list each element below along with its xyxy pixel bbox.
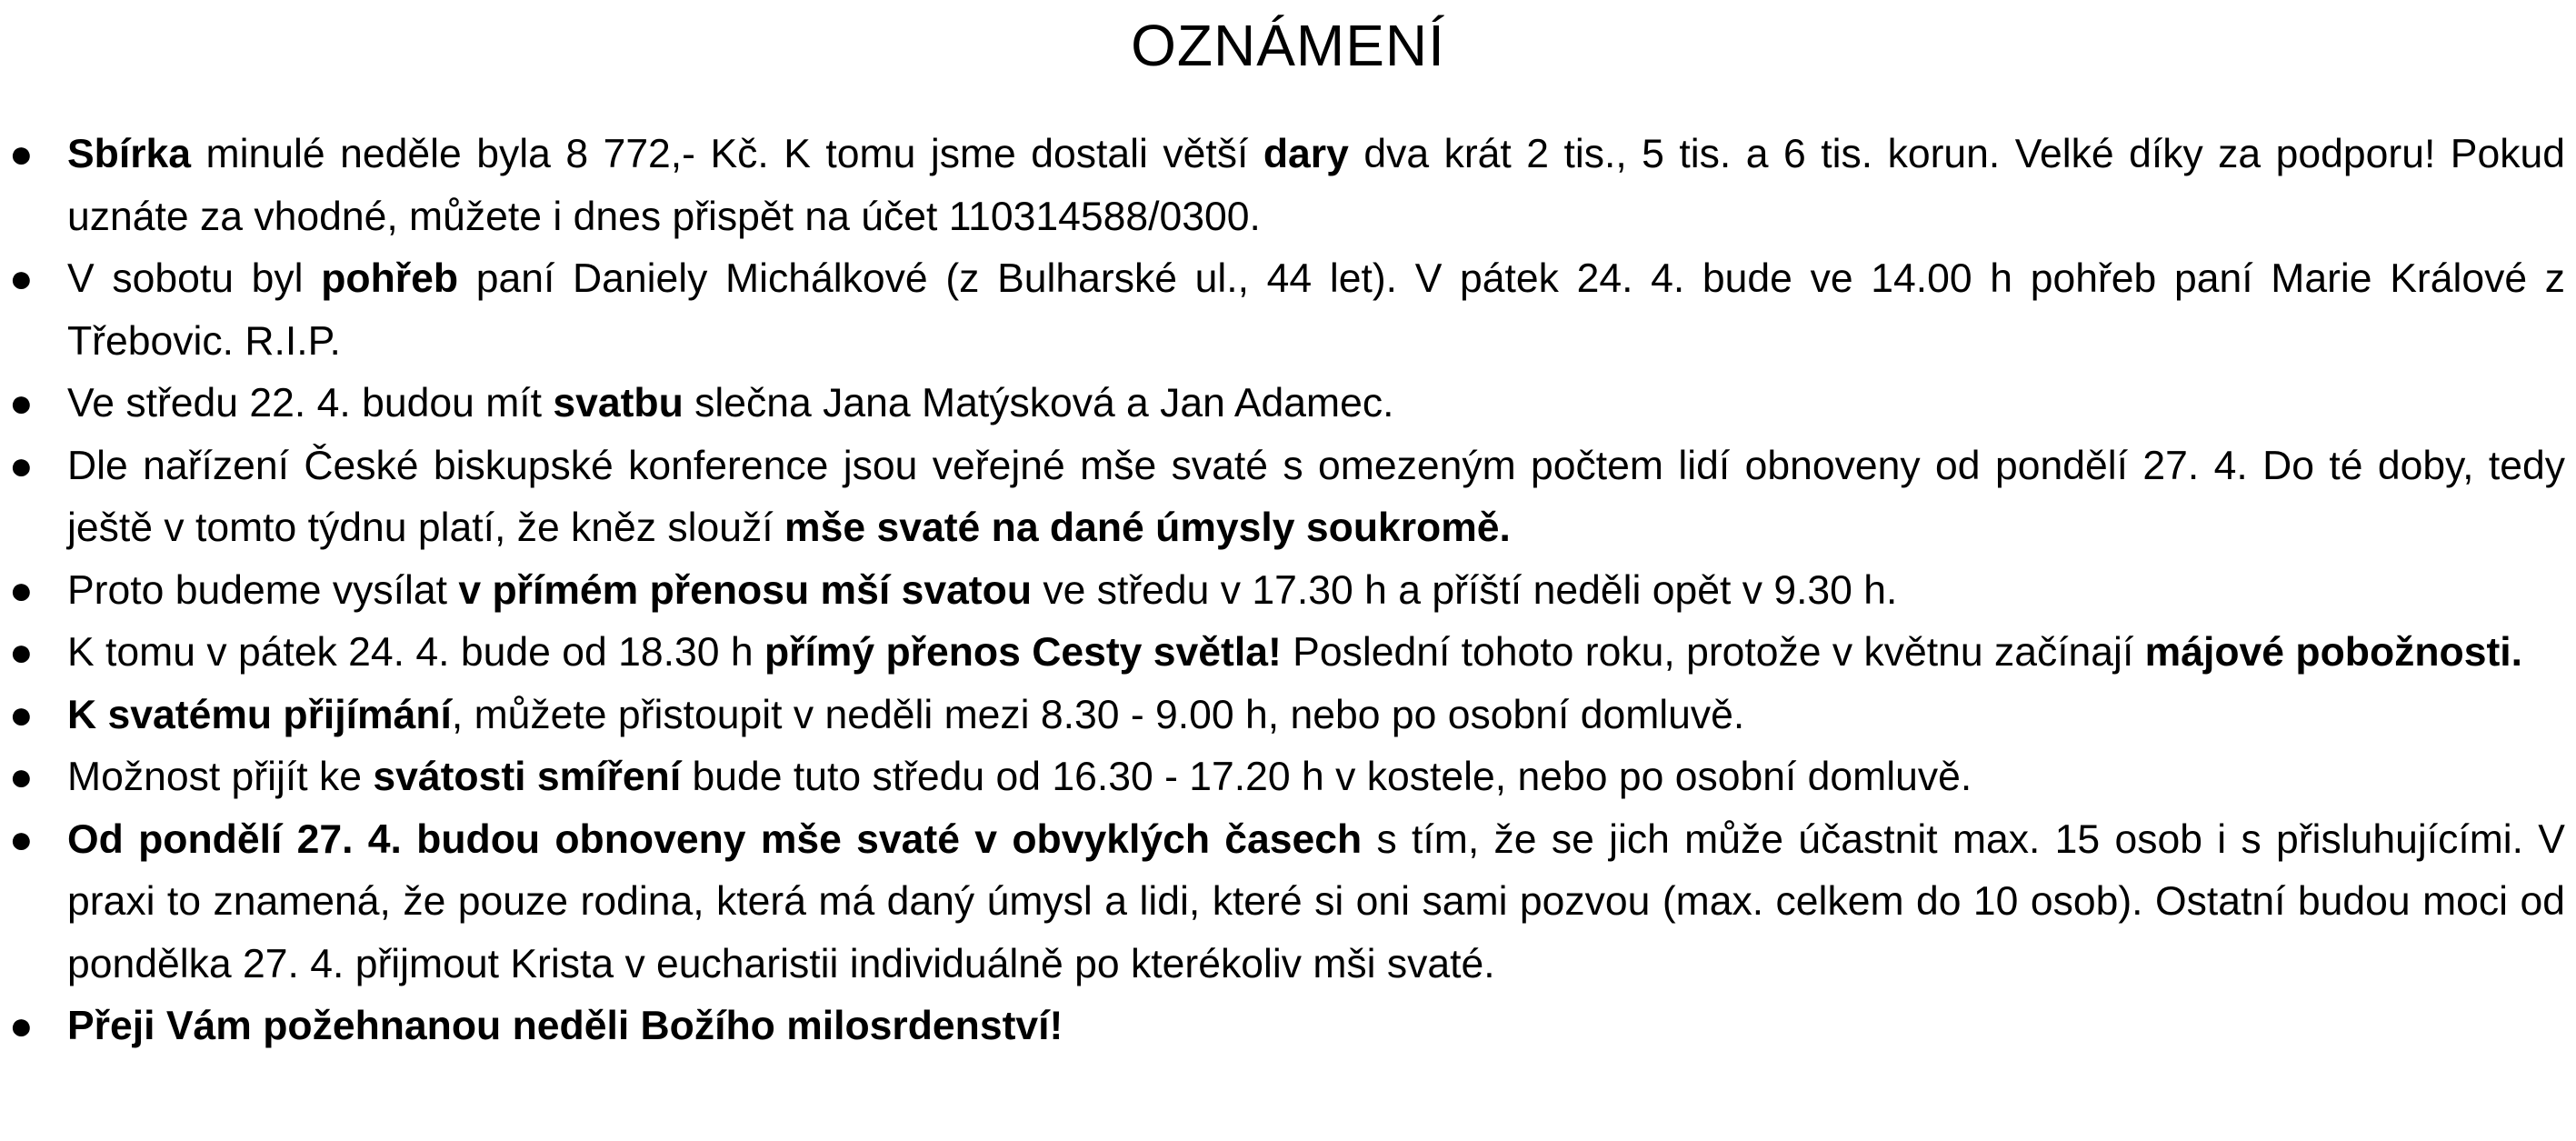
item-text: Dle nařízení České biskupské konference jsou veřejné mše svaté s omezeným počtem lidí obnoveny od pondělí 27. 4. Do té doby, tedy ještě v tomto týdnu platí, že kněz slouží — [67, 443, 2565, 550]
bullet-icon: ● — [9, 1004, 34, 1048]
bold-text: Sbírka — [67, 132, 192, 176]
bold-text: mše svaté na dané úmysly soukromě. — [784, 505, 1511, 550]
item-text: slečna Jana Matýsková a Jan Adamec. — [683, 381, 1394, 425]
announcement-list — [0, 124, 2576, 1058]
item-text: dva krát 2 tis., 5 tis. a 6 tis. korun. Velké díky za podporu! Pokud uznáte za vhodné, můžete i dnes přispět na účet 110314588/0300. — [67, 132, 2565, 239]
bold-text: přímý přenos Cesty světla! — [764, 630, 1282, 675]
list-item — [0, 746, 2576, 809]
bold-text: pohřeb — [321, 256, 459, 301]
bold-text: májové pobožnosti. — [2144, 630, 2523, 675]
bullet-icon: ● — [9, 443, 34, 488]
bold-text: svatbu — [553, 381, 684, 425]
bold-text: K svatému přijímání — [67, 692, 452, 737]
list-item — [0, 435, 2576, 560]
list-item — [0, 248, 2576, 373]
item-text: bude tuto středu od 16.30 - 17.20 h v kostele, nebo po osobní domluvě. — [681, 755, 1972, 799]
bold-text: svátosti smíření — [373, 755, 682, 799]
list-item — [0, 685, 2576, 747]
item-text: Proto budeme vysílat — [67, 567, 459, 613]
bold-text: Od pondělí 27. 4. budou obnoveny mše svaté v obvyklých časech — [67, 816, 1363, 862]
bullet-icon: ● — [9, 755, 34, 799]
bullet-icon: ● — [9, 630, 34, 675]
bullet-icon: ● — [9, 381, 34, 425]
item-text: , můžete přistoupit v neděli mezi 8.30 - 9.00 h, nebo po osobní domluvě. — [451, 692, 1745, 737]
bullet-icon: ● — [9, 256, 34, 301]
item-text: Poslední tohoto roku, protože v květnu začínají — [1281, 630, 2145, 675]
bullet-icon: ● — [9, 132, 34, 176]
list-item — [0, 124, 2576, 248]
item-text: Ve středu 22. 4. budou mít — [67, 381, 554, 425]
item-text: paní Daniely Michálkové (z Bulharské ul., 44 let). V pátek 24. 4. bude ve 14.00 h pohřeb paní Marie Králové z Třebovic. R.I.P. — [67, 256, 2566, 364]
item-text: Možnost přijít ke — [67, 755, 374, 799]
bold-text: Přeji Vám požehnanou neděli Božího milosrdenství! — [67, 1004, 1063, 1048]
item-text: minulé neděle byla 8 772,- Kč. K tomu jsme dostali větší — [191, 132, 1263, 176]
bold-text: v přímém přenosu mší svatou — [458, 567, 1032, 613]
item-text: ve středu v 17.30 h a příští neděli opět v 9.30 h. — [1032, 567, 1898, 613]
list-item — [0, 622, 2576, 685]
list-item — [0, 373, 2576, 435]
list-item — [0, 560, 2576, 623]
item-text: V sobotu byl — [67, 256, 322, 301]
list-item — [0, 996, 2576, 1058]
item-text: s tím, že se jich může účastnit max. 15 osob i s přisluhujícími. V praxi to znamená, že pouze rodina, která má daný úmysl a lidi, které si oni sami pozvou (max. celkem do 10 osob). Ostatní budou moci od pondělka 27. 4. přijmout Krista v eucharistii individuálně po kterékoliv mši svaté. — [67, 816, 2565, 986]
item-text: K tomu v pátek 24. 4. bude od 18.30 h — [67, 630, 764, 675]
list-item — [0, 809, 2576, 996]
bullet-icon: ● — [9, 567, 34, 613]
bullet-icon: ● — [9, 692, 34, 737]
bullet-icon: ● — [9, 816, 34, 862]
bold-text: dary — [1263, 132, 1349, 176]
page-title: OZNÁMENÍ — [1131, 13, 1445, 78]
